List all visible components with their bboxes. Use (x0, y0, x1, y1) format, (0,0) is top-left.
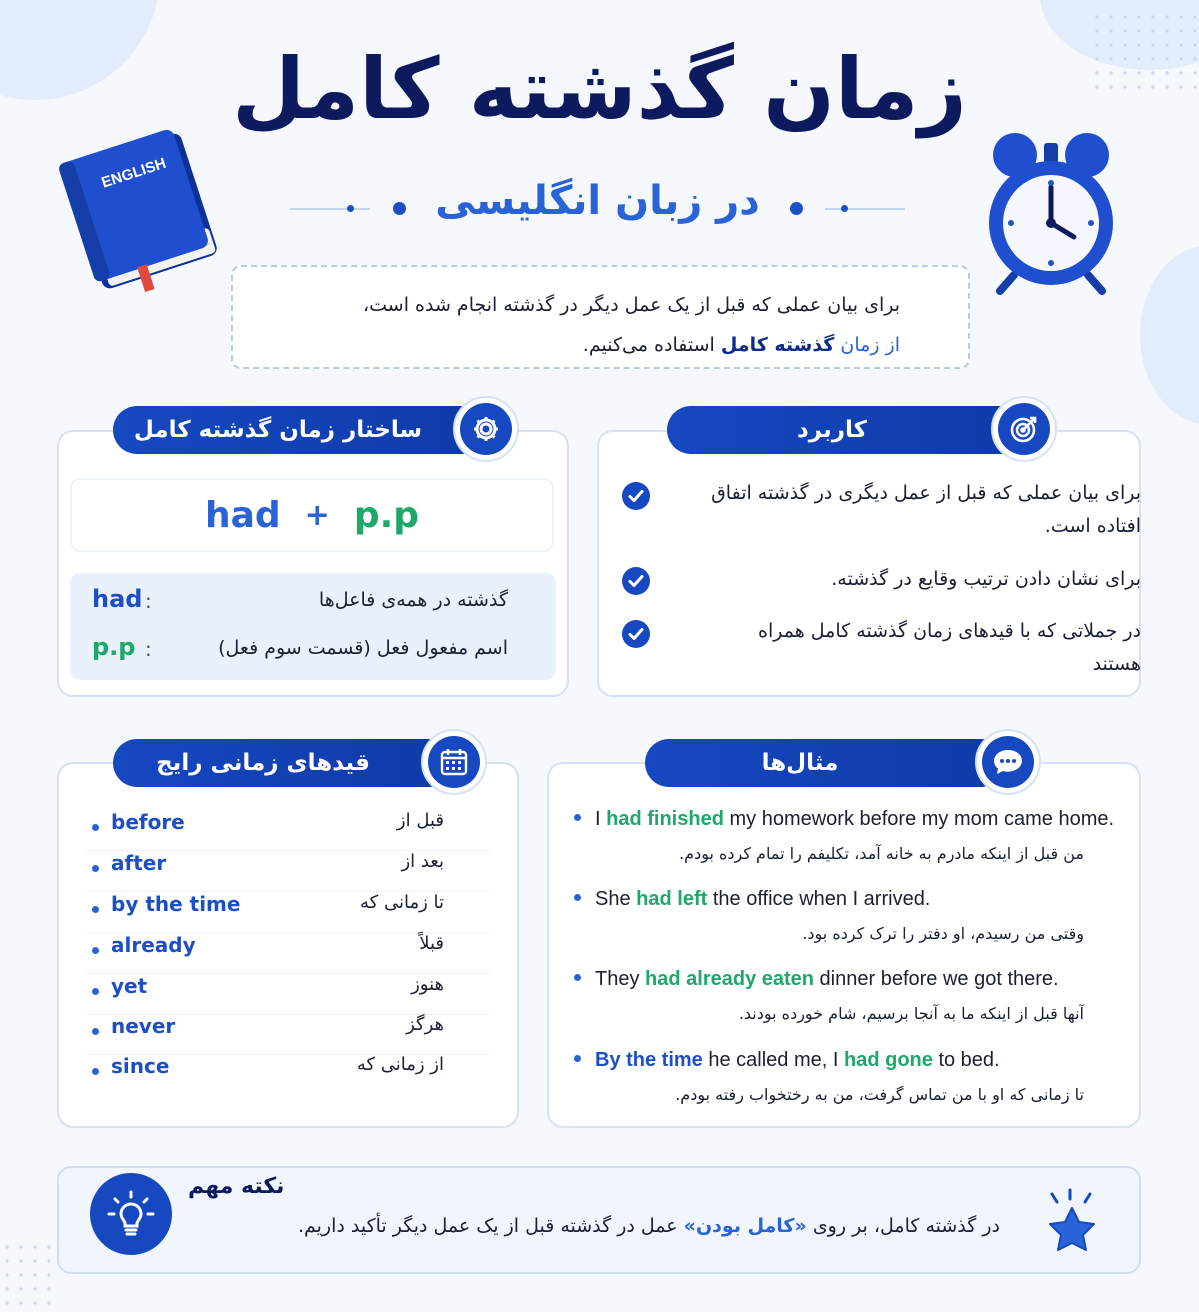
bullet (92, 1028, 99, 1035)
gear-icon (471, 414, 501, 444)
intro-highlight: گذشته کامل (720, 334, 835, 356)
definition-row (70, 633, 556, 673)
example-verb: had already eaten (645, 968, 814, 990)
definition-row (70, 585, 556, 625)
example-text: he called me, I (702, 1049, 844, 1071)
bullet (92, 1068, 99, 1075)
formula-box (70, 478, 554, 552)
example-en (574, 968, 1059, 991)
time-expression-fa: از زمانی که (356, 1054, 444, 1075)
usage-title-text: کاربرد (797, 417, 867, 443)
structure-title (113, 406, 493, 454)
example-fa: تا زمانی که او با من تماس گرفت، من به رختخواب رفته بودم. (675, 1085, 1084, 1104)
time-expressions-title-text: قیدهای زمانی رایج (156, 750, 370, 776)
time-expression-row (86, 933, 490, 974)
structure-title-text: ساختار زمان گذشته کامل (133, 417, 423, 443)
chat-bubble-icon (992, 747, 1024, 777)
intro-text: از زمان (840, 334, 900, 356)
example-text: to bed. (932, 1049, 1000, 1071)
time-expression-row (86, 892, 490, 933)
time-expression-row (86, 974, 490, 1015)
page-title: زمان گذشته کامل (232, 40, 967, 138)
note-text (230, 1215, 1000, 1237)
book-icon (52, 128, 227, 308)
definition-text: اسم مفعول فعل (قسمت سوم فعل) (218, 637, 508, 659)
subtitle-block (290, 178, 905, 238)
time-expressions-title (113, 739, 453, 787)
examples-icon-badge (975, 729, 1041, 795)
bullet (574, 1055, 581, 1062)
definition-term: p.p (92, 633, 136, 661)
time-expression-fa: هنوز (411, 974, 444, 995)
star-icon (1040, 1188, 1104, 1260)
example-fa: آنها قبل از اینکه ما به آنجا برسیم، شام خورده بودند. (738, 1004, 1084, 1023)
bullet (574, 974, 581, 981)
example-text: the office when I arrived. (707, 888, 931, 910)
lightbulb-icon (89, 1172, 173, 1256)
target-icon (1009, 414, 1039, 444)
examples-title (645, 739, 1005, 787)
check-icon (622, 482, 650, 510)
time-expression-fa: قبل از (396, 810, 444, 831)
time-expression-fa: تا زمانی که (360, 892, 444, 913)
intro-text: استفاده می‌کنیم. (582, 334, 715, 356)
time-expression-en: by the time (111, 892, 241, 916)
book-label: ENGLISH (99, 154, 169, 192)
example-text: my homework before my mom came home. (723, 808, 1115, 830)
example-fa: من قبل از اینکه مادرم به خانه آمد، تکلیفم را تمام کرده بودم. (679, 844, 1084, 863)
intro-line-1: برای بیان عملی که قبل از یک عمل دیگر در گذشته انجام شده است، (363, 294, 900, 316)
time-expression-en: yet (111, 974, 148, 998)
bg-dots-bottom-left (0, 1240, 60, 1312)
bullet (92, 988, 99, 995)
bg-blob-right (1140, 245, 1199, 425)
time-expression-en: after (111, 851, 167, 875)
bullet (92, 906, 99, 913)
check-icon (622, 620, 650, 648)
note-highlight: «کامل بودن» (683, 1215, 807, 1237)
alarm-clock-icon (980, 125, 1120, 295)
definitions-box (70, 573, 556, 680)
usage-item: برای نشان دادن ترتیب وقایع در گذشته. (831, 568, 1141, 590)
definition-colon: : (145, 637, 152, 661)
formula-plus: + (304, 497, 330, 533)
note-text-part: عمل در گذشته قبل از یک عمل دیگر تأکید داریم. (297, 1215, 678, 1237)
definition-text: گذشته در همه‌ی فاعل‌ها (318, 589, 508, 611)
check-icon (622, 567, 650, 595)
time-expression-fa: قبلاً (419, 933, 444, 954)
example-fa: وقتی من رسیدم، او دفتر را ترک کرده بود. (802, 924, 1084, 943)
calendar-icon (439, 747, 469, 777)
bullet (92, 824, 99, 831)
example-verb: had left (636, 888, 708, 910)
intro-box (231, 265, 970, 369)
example-time-word: By the time (595, 1049, 703, 1071)
formula-pp: p.p (353, 494, 420, 536)
bullet (574, 894, 581, 901)
time-expression-en: never (111, 1014, 176, 1038)
note-title: نکته مهم (188, 1174, 285, 1199)
structure-icon-badge (453, 396, 519, 462)
example-verb: had finished (606, 808, 724, 830)
bullet (92, 865, 99, 872)
formula-had: had (204, 494, 281, 536)
time-expressions-icon-badge (421, 729, 487, 795)
time-expression-en: since (111, 1054, 170, 1078)
usage-item: برای بیان عملی که قبل از عمل دیگری در گذشته اتفاق افتاده است. (711, 482, 1141, 537)
example-text: They (595, 968, 646, 990)
bullet (92, 947, 99, 954)
time-expression-row (86, 1054, 490, 1095)
page-subtitle: در زبان انگلیسی (435, 178, 760, 224)
example-en (574, 808, 1114, 831)
example-text: I (595, 808, 607, 830)
usage-icon-badge (991, 396, 1057, 462)
usage-item: در جملاتی که با قیدهای زمان گذشته کامل همراه هستند (758, 620, 1141, 675)
time-expression-row (86, 810, 490, 851)
example-verb: had gone (844, 1049, 933, 1071)
time-expression-en: before (111, 810, 185, 834)
definition-colon: : (145, 589, 152, 613)
example-text: She (595, 888, 637, 910)
time-expression-en: already (111, 933, 196, 957)
time-expression-row (86, 851, 490, 892)
definition-term: had (92, 585, 143, 613)
example-text: dinner before we got there. (814, 968, 1059, 990)
time-expression-row (86, 1014, 490, 1055)
note-text-part: در گذشته کامل، بر روی (812, 1215, 1000, 1237)
example-en (574, 1049, 1000, 1072)
time-expression-fa: هرگز (406, 1014, 444, 1035)
example-en (574, 888, 930, 911)
examples-title-text: مثال‌ها (761, 750, 839, 776)
intro-line-2 (273, 325, 900, 365)
bullet (574, 814, 581, 821)
time-expression-fa: بعد از (401, 851, 444, 872)
usage-title (667, 406, 1027, 454)
